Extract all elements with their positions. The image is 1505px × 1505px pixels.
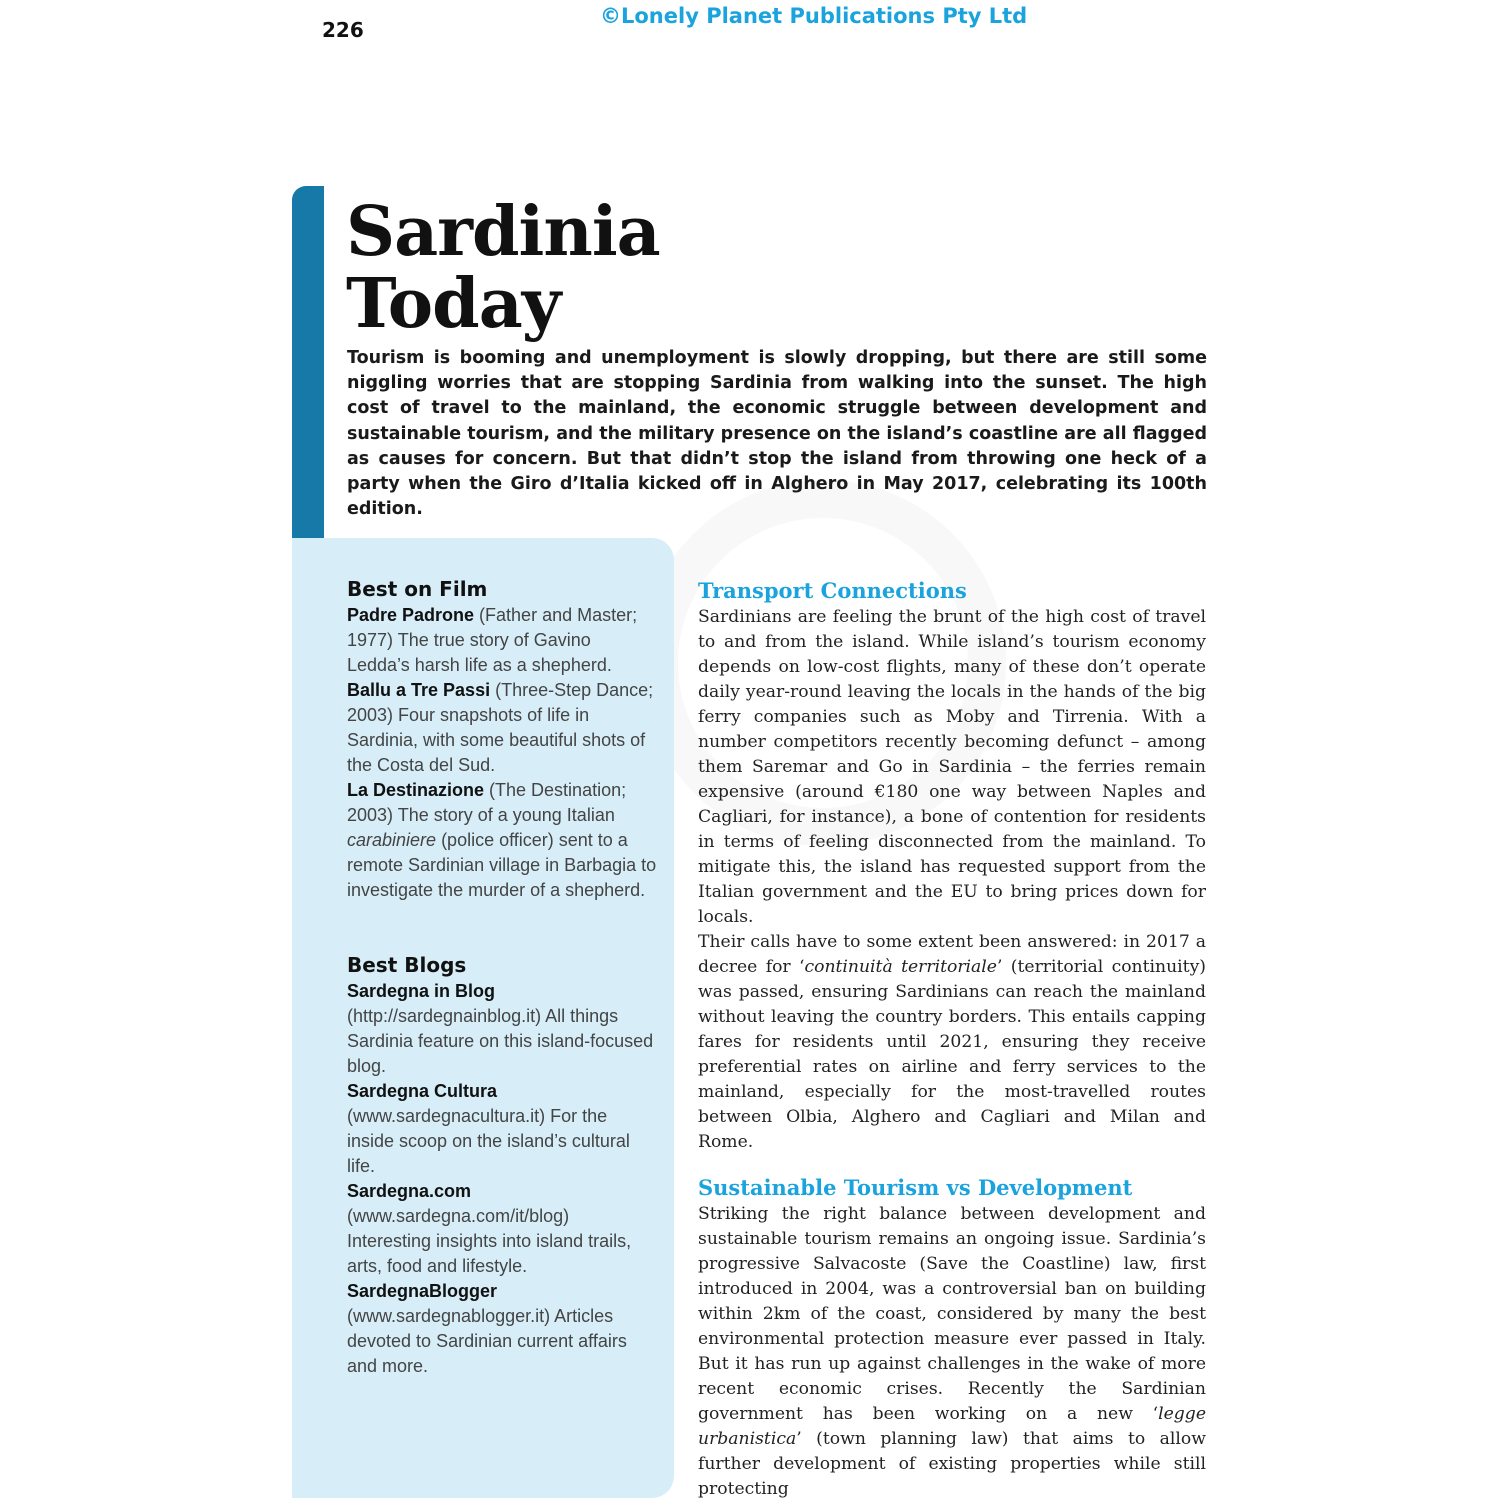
film-entry [347, 603, 657, 678]
film-title: La Destinazione [347, 780, 485, 800]
blog-description: (www.sardegna.com/it/blog) Interesting insights into island trails, arts, food and lifestyle. [347, 1206, 632, 1276]
page-number: 226 [322, 18, 364, 42]
blog-entry [347, 1079, 657, 1179]
film-description-italic: carabiniere [347, 830, 437, 850]
sustainable-paragraph-1 [698, 1202, 1206, 1502]
film-description: (The Destination; 2003) The story of a young Italian [347, 780, 627, 825]
italic-term: legge urbanistica [698, 1404, 1206, 1449]
blog-description: (www.sardegnablogger.it) Articles devoted to Sardinian current affairs and more. [347, 1306, 627, 1376]
transport-paragraph-2 [698, 930, 1206, 1155]
blog-description: (www.sardegnacultura.it) For the inside scoop on the island’s cultural life. [347, 1106, 630, 1176]
blog-title: SardegnaBlogger [347, 1281, 498, 1301]
film-description: (Three-Step Dance; 2003) Four snapshots of life in Sardinia, with some beautiful shots of the Costa del Sud. [347, 680, 654, 775]
best-blogs-heading: Best Blogs [347, 953, 467, 977]
blog-title: Sardegna.com [347, 1181, 472, 1201]
accent-bar [292, 186, 324, 578]
best-on-film-heading: Best on Film [347, 577, 488, 601]
text-run: Their calls have to some extent been answered: in 2017 a decree for ‘ [698, 932, 1206, 977]
transport-heading: Transport Connections [698, 578, 967, 603]
sustainable-section [698, 1174, 1206, 1502]
blog-entry [347, 979, 657, 1079]
intro-paragraph: Tourism is booming and unemployment is slowly dropping, but there are still some niggling worries that are stopping Sardinia from walking into the sunset. The high cost of travel to the mainland, the economic struggle between development and sustainable tourism, and the military presence on the island’s coastline are all flagged as causes for concern. But that didn’t stop the island from throwing one heck of a party when the Giro d’Italia kicked off in Alghero in May 2017, celebrating its 100th edition. [347, 348, 1207, 520]
copyright-notice: ©Lonely Planet Publications Pty Ltd [600, 4, 1028, 28]
page-title [346, 192, 660, 344]
best-blogs-section [347, 951, 657, 1379]
film-description: (police officer) sent to a remote Sardinian village in Barbagia to investigate the murder of a shepherd. [347, 830, 657, 900]
text-run: ’ (territorial continuity) was passed, ensuring Sardinians can reach the mainland without leaving the country borders. This entails capping fares for residents until 2021, ensuring they receive preferential rates on airline and ferry services to the mainland, especially for the most-travelled routes between Olbia, Alghero and Cagliari and Milan and Rome. [698, 957, 1206, 1152]
sustainable-heading: Sustainable Tourism vs Development [698, 1175, 1133, 1200]
blog-entry [347, 1279, 657, 1379]
text-run: Striking the right balance between development and sustainable tourism remains an ongoing issue. Sardinia’s progressive Salvacoste (Save the Coastline) law, first introduced in 2004, was a controversial ban on building within 2km of the coast, considered by many the best environmental protection measure ever passed in Italy. But it has run up against challenges in the wake of more recent economic crises. Recently the Sardinian government has been working on a new ‘ [698, 1204, 1206, 1424]
film-entry [347, 778, 657, 903]
film-description: (Father and Master; 1977) The true story of Gavino Ledda’s harsh life as a shepherd. [347, 605, 638, 675]
blog-entry [347, 1179, 657, 1279]
film-entry [347, 678, 657, 778]
text-run: ’ (town planning law) that aims to allow further development of existing properties while still protecting [698, 1429, 1206, 1499]
title-line-1: Sardinia [346, 192, 660, 272]
transport-section [698, 577, 1206, 1155]
blog-title: Sardegna Cultura [347, 1081, 498, 1101]
film-title: Ballu a Tre Passi [347, 680, 491, 700]
best-on-film-section [347, 575, 657, 903]
italic-term: continuità territoriale [804, 957, 997, 977]
film-title: Padre Padrone [347, 605, 475, 625]
transport-paragraph-1: Sardinians are feeling the brunt of the high cost of travel to and from the island. While island’s tourism economy depends on low-cost flights, many of these don’t operate daily year-round leaving the locals in the hands of the big ferry companies such as Moby and Tirrenia. With a number competitors recently becoming defunct – among them Saremar and Go in Sardinia – the ferries remain expensive (around €180 one way between Naples and Cagliari, for instance), a bone of contention for residents in terms of feeling disconnected from the mainland. To mitigate this, the island has requested support from the Italian government and the EU to bring prices down for locals. [698, 607, 1206, 927]
title-line-2: Today [346, 264, 561, 344]
blog-description: (http://sardegnainblog.it) All things Sardinia feature on this island-focused blog. [347, 1006, 654, 1076]
blog-title: Sardegna in Blog [347, 981, 496, 1001]
